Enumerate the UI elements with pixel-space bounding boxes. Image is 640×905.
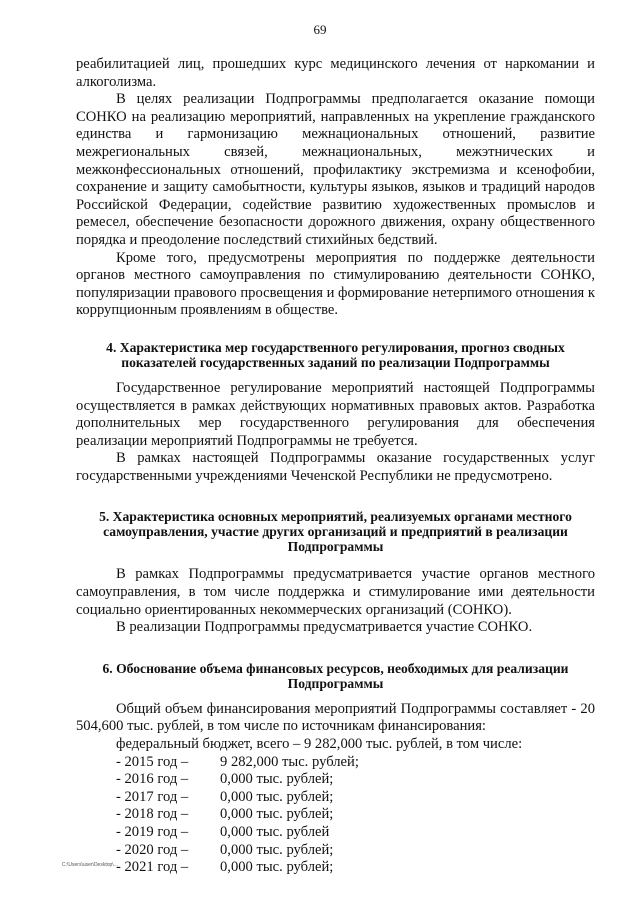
footer-file-path: C:\Users\user\Desktop\... [62, 862, 118, 868]
section-5-paragraph: В рамках Подпрограммы предусматривается участие органов местного самоуправления, в том числе поддержка и стимулирование ими деятельности социально ориентированных некоммерческих организаций (СОНКО). [76, 566, 595, 618]
section-4-paragraph: В рамках настоящей Подпрограммы оказание государственных услуг государственными учреждениями Чеченской Республики не предусмотрено. [76, 450, 595, 484]
funding-year-item: - 2019 год – 0,000 тыс. рублей [116, 824, 330, 840]
section-5-paragraph: В реализации Подпрограммы предусматривается участие СОНКО. [116, 619, 533, 636]
funding-year-item: - 2017 год – 0,000 тыс. рублей; [116, 788, 334, 805]
funding-year-item: - 2016 год – 0,000 тыс. рублей; [116, 771, 334, 788]
document-body [76, 56, 595, 877]
intro-paragraph: реабилитацией лиц, прошедших курс медицинского лечения от наркомании и алкоголизма. [76, 56, 595, 90]
funding-year-item: - 2015 год – 9 282,000 тыс. рублей; [116, 753, 359, 770]
funding-year-item: - 2020 год – 0,000 тыс. рублей; [116, 841, 334, 858]
funding-year-item: - 2018 год – 0,000 тыс. рублей; [116, 806, 334, 823]
section-6-heading: 6. Обоснование объема финансовых ресурсов, необходимых для реализации Подпрограммы [102, 660, 569, 691]
intro-paragraph: В целях реализации Подпрограммы предполагается оказание помощи СОНКО на реализацию мероприятий, направленных на укрепление гражданского единства и гармонизацию межнациональных отношений, развитие межрегиональных связей, межнациональных, межэтнических и межконфессиональных отношений, профилактику экстремизма и ксенофобии, сохранение и защиту самобытности, культуры языков, языков и традиций народов Российской Федерации, содействие развитию художественных промыслов и ремесел, обеспечение безопасности дорожного движения, охрану общественного порядка и преодоление последствий стихийных бедствий. [76, 91, 595, 248]
intro-paragraph: Кроме того, предусмотрены мероприятия по поддержке деятельности органов местного самоуправления по стимулированию деятельности СОНКО, популяризации правового просвещения и формирование нетерпимого отношения к коррупционным проявлениям в обществе. [76, 249, 595, 319]
section-4-heading: 4. Характеристика мер государственного регулирования, прогноз сводных показателей государственных заданий по реализации Подпрограммы [106, 339, 565, 370]
section-6-paragraph: Общий объем финансирования мероприятий Подпрограммы составляет - 20 504,600 тыс. рублей, в том числе по источникам финансирования: [76, 700, 595, 735]
page-number: 69 [313, 22, 327, 37]
federal-budget-line: федеральный бюджет, всего – 9 282,000 тыс. рублей, в том числе: [116, 736, 523, 753]
funding-years-list [76, 754, 595, 877]
section-5-heading: 5. Характеристика основных мероприятий, реализуемых органами местного самоуправления, участие других организаций и предприятий в реализации Подпрограммы [99, 509, 572, 555]
section-4-paragraph: Государственное регулирование мероприятий настоящей Подпрограммы осуществляется в рамках действующих нормативных правовых актов. Разработка дополнительных мер государственного регулирования для обеспечения реализации мероприятий Подпрограммы не требуется. [76, 379, 595, 449]
funding-year-item: - 2021 год – 0,000 тыс. рублей; [116, 859, 334, 876]
